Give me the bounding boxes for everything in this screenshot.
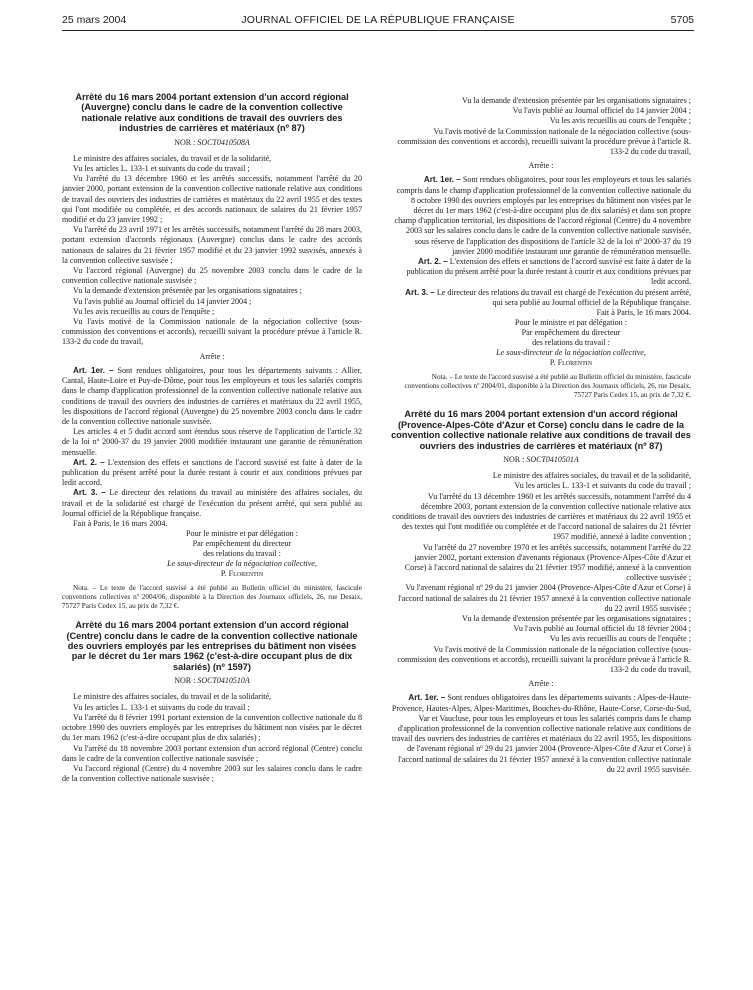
paragraph: Vu l'arrêté du 18 novembre 2003 portant extension d'un accord régional (Centre) conclu dans le cadre de la convention collective nationale susvisée ; xyxy=(62,743,362,763)
signature-line: Pour le ministre et par délégation : xyxy=(186,529,298,539)
nor-label: NOR : xyxy=(174,676,196,686)
article-text: L'extension des effets et sanctions de l'accord susvisé est faite à dater de la publication du présent arrêté pour la durée restant à courir et aux conditions prévues par ledit accord. xyxy=(62,457,362,488)
signature-line: des relations du travail : xyxy=(532,338,610,348)
paragraph: Le ministre des affaires sociales, du travail et de la solidarité, xyxy=(73,153,272,163)
article-label: Art. 1er. – xyxy=(73,365,114,375)
paragraph: Le ministre des affaires sociales, du travail et de la solidarité, xyxy=(492,471,691,481)
article-2 xyxy=(62,458,362,489)
nor-reference xyxy=(62,138,362,148)
signature-block xyxy=(122,529,362,579)
article-label: Art. 3. – xyxy=(405,287,435,297)
paragraph: Vu les articles L. 133-1 et suivants du code du travail ; xyxy=(73,164,250,174)
signature-line: Le sous-directeur de la négociation collective, xyxy=(167,559,317,569)
header-rule xyxy=(62,30,694,31)
arrete-heading: Arrête : xyxy=(199,351,225,361)
paragraph: Vu les avis recueillis au cours de l'enquête ; xyxy=(549,116,691,126)
header-date: 25 mars 2004 xyxy=(62,14,127,26)
paragraph: Vu les articles L. 133-1 et suivants du code du travail ; xyxy=(514,481,691,491)
paragraph: Vu l'avis motivé de la Commission nationale de la négociation collective (sous-commission des conventions et accords), recueilli suivant la procédure prévue à l'article R. 133-2 du code du travail, xyxy=(62,317,362,347)
nor-code: SOCT0410501A xyxy=(526,455,579,464)
article-3 xyxy=(62,488,362,519)
article-label: Art. 2. – xyxy=(73,457,105,467)
article-text: Sont rendues obligatoires, pour tous les employeurs et tous les salariés compris dans le champ d'application professionnel de la convention collective nationale du 8 octobre 1990 des ouvriers employés par les entreprises du bâtiment non visées par le décret du 1er mars 1962 (c'est-à-dire occupant plus de dix salariés) et dans son propre champ d'application territorial, les dispositions de l'accord régional (Centre) du 4 novembre 2003 sur les salaires conclu dans le cadre de la convention collective nationale susvisée, sous réserve de l'application des dispositions de l'article 32 de la loi nº 2000-37 du 19 janvier 2000 modifiée instaurant une garantie de rémunération mensuelle. xyxy=(394,175,691,256)
decree-title: Arrêté du 16 mars 2004 portant extension d'un accord régional (Provence-Alpes-Côte d'Azur et Corse) conclu dans le cadre de la convention collective nationale relative aux conditions de travail des ouvriers des industries de carrières et matériaux (nº 87) xyxy=(391,409,691,451)
paragraph: Vu les avis recueillis au cours de l'enquête ; xyxy=(73,306,215,316)
nor-code: SOCT0410510A xyxy=(197,676,250,686)
signature-block xyxy=(451,318,691,368)
paragraph: Vu les avis recueillis au cours de l'enquête ; xyxy=(549,634,691,644)
nor-reference xyxy=(391,455,691,465)
article-text: Le directeur des relations du travail est chargé de l'exécution du présent arrêté, qui sera publié au Journal officiel de la République française. xyxy=(436,287,691,307)
paragraph: Vu les articles L. 133-1 et suivants du code du travail ; xyxy=(73,702,250,712)
paragraph: Vu la demande d'extension présentée par les organisations signataires ; xyxy=(462,96,691,105)
signed-place-date: Fait à Paris, le 16 mars 2004. xyxy=(596,308,691,318)
article-3 xyxy=(391,288,691,308)
paragraph: Vu l'arrêté du 27 novembre 1970 et les arrêtés successifs, notamment l'arrêté du 22 janvier 2002, portant extension d'avenants régionaux (Provence-Alpes-Côte d'Azur et Corse) à l'accord national de salaires du 21 février 1957 modifié, annexé à la convention collective susvisée ; xyxy=(404,542,691,583)
nor-code: SOCT0410508A xyxy=(197,137,250,147)
decree-centre xyxy=(62,620,362,784)
left-column xyxy=(62,92,362,784)
signatory-name: P. Florentin xyxy=(220,569,264,579)
decree-centre-continued xyxy=(391,96,691,399)
article-text: Sont rendues obligatoires dans les départements suivants : Alpes-de-Haute-Provence, Hautes-Alpes, Alpes-Maritimes, Bouches-du-Rhône, Haute-Corse, Corse-du-Sud, Var et Vaucluse, pour tous les employeurs et tous les salariés compris dans le champ d'application professionnel de la convention collective nationale relative aux conditions de travail des ouvriers des industries de carrières et matériaux du 22 avril 1955, les dispositions de l'avenant régional nº 29 du 21 janvier 2004 (Provence-Alpes-Côte d'Azur et Corse) à l'accord national de salaires du 21 février 1957 annexé à la convention collective nationale du 22 avril 1955 susvisée. xyxy=(391,693,691,774)
paragraph: Vu l'avis publié au Journal officiel du 14 janvier 2004 ; xyxy=(73,296,252,306)
nor-label: NOR : xyxy=(503,455,525,464)
decree-title: Arrêté du 16 mars 2004 portant extension d'un accord régional (Centre) conclu dans le cadre de la convention collective nationale des ouvriers employés par les entreprises du bâtiment non visées par le décret du 1er mars 1962 (c'est-à-dire occupant plus de dix salariés) (nº 1597) xyxy=(66,620,358,672)
paragraph: Vu l'avis motivé de la Commission nationale de la négociation collective (sous-commission des conventions et accords), recueilli suivant la procédure prévue à l'article R. 133-2 du code du travail, xyxy=(397,126,691,157)
article-label: Art. 1er. – xyxy=(408,693,446,703)
article-label: Art. 3. – xyxy=(73,488,106,498)
decree-paca-corse xyxy=(391,409,691,775)
article-text: Sont rendues obligatoires, pour tous les départements suivants : Allier, Cantal, Haute-Loire et Puy-de-Dôme, pour tous les employeurs et tous les salariés compris dans le champ d'application professionnel de la convention collective nationale relative aux conditions de travail des ouvriers des industries de carrières et matériaux du 22 avril 1955, les dispositions de l'accord régional (Auvergne) du 25 novembre 2003 conclu dans le cadre de la convention collective nationale susvisée. xyxy=(62,365,362,426)
article-1 xyxy=(391,175,691,257)
paragraph: Vu l'accord régional (Centre) du 4 novembre 2003 sur les salaires conclu dans le cadre de la convention collective nationale susvisée ; xyxy=(62,763,362,784)
article-1 xyxy=(62,366,362,427)
signature-line: Par empêchement du directeur xyxy=(192,539,292,549)
paragraph: Vu l'arrêté du 8 février 1991 portant extension de la convention collective nationale du 8 octobre 1990 des ouvriers employés par les entreprises du bâtiment non visées par le décret du 1er mars 1962 (c'est-à-dire occupant plus de dix salariés) ; xyxy=(62,712,362,743)
paragraph: Vu la demande d'extension présentée par les organisations signataires ; xyxy=(462,614,691,624)
signature-line: Le sous-directeur de la négociation collective, xyxy=(496,348,646,358)
paragraph: Vu l'arrêté du 13 décembre 1960 et les arrêtés successifs, notamment l'arrêté du 20 janvier 2000, portant extension de la convention collective nationale relative aux conditions de travail des ouvriers des industries de carrières et matériaux du 22 avril 1955 et des textes qui l'ont modifiée ou complétée, et des accords nationaux de salaires du 21 février 1957 modifié et du 23 janvier 1992 ; xyxy=(62,174,362,225)
signature-line: Par empêchement du directeur xyxy=(521,328,621,338)
article-1 xyxy=(391,693,691,775)
paragraph: Vu l'arrêté du 23 avril 1971 et les arrêtés successifs, notamment l'arrêté du 28 mars 2003, portant extension d'accords régionaux (Auvergne) conclus dans le cadre des accords nationaux de salaires du 21 février 1957 modifié et du 23 janvier 1992 susvisés, annexés à la convention collective susvisée ; xyxy=(62,225,362,265)
article-label: Art. 2. – xyxy=(418,257,448,267)
paragraph: Vu la demande d'extension présentée par les organisations signataires ; xyxy=(73,286,302,296)
journal-title: JOURNAL OFFICIEL DE LA RÉPUBLIQUE FRANÇAISE xyxy=(241,14,515,26)
nor-reference xyxy=(62,676,362,686)
paragraph: Le ministre des affaires sociales, du travail et de la solidarité, xyxy=(73,692,272,702)
paragraph: Vu l'avis motivé de la Commission nationale de la négociation collective (sous-commission des conventions et accords), recueilli suivant la procédure prévue à l'article R. 133-2 du code du travail, xyxy=(397,644,691,675)
decree-title: Arrêté du 16 mars 2004 portant extension d'un accord régional (Auvergne) conclu dans le cadre de la convention collective nationale relative aux conditions de travail des ouvriers des industries de carrières et matériaux (nº 87) xyxy=(75,92,349,134)
nota: Nota. – Le texte de l'accord susvisé a été publié au Bulletin officiel du ministère, fascicule conventions collectives nº 2004/01, disponible à la Direction des Journaux officiels, 26, rue Desaix, 75727 Paris Cedex 15, au prix de 7,32 €. xyxy=(404,373,691,399)
signature-line: des relations du travail : xyxy=(203,549,281,559)
page-number: 5705 xyxy=(670,14,694,26)
signature-line: Pour le ministre et par délégation : xyxy=(515,318,627,328)
article-label: Art. 1er. – xyxy=(423,175,461,185)
signed-place-date: Fait à Paris, le 16 mars 2004. xyxy=(73,518,168,528)
paragraph: Vu l'arrêté du 13 décembre 1960 et les arrêtés successifs, notamment l'arrêté du 4 décembre 2003, portant extension de la convention collective nationale relative aux conditions de travail des ouvriers des industries de carrières et matériaux du 22 avril 1955 et des textes qui l'ont modifiée ou complétée et de l'accord national de salaires du 21 février 1957 modifié, annexé à ladite convention ; xyxy=(392,491,691,542)
arrete-heading: Arrête : xyxy=(528,161,554,171)
paragraph: Vu l'avis publié au Journal officiel du 18 février 2004 ; xyxy=(513,624,691,634)
nota: Nota. – Le texte de l'accord susvisé a été publié au Bulletin officiel du ministère, fascicule conventions collectives nº 2004/06, disponible à la Direction des Journaux officiels, 26, rue Desaix, 75727 Paris Cedex 15, au prix de 7,32 €. xyxy=(62,584,362,610)
paragraph: Vu l'avenant régional nº 29 du 21 janvier 2004 (Provence-Alpes-Côte d'Azur et Corse) à l'accord national de salaires du 21 février 1957 annexé à la convention collective nationale du 22 avril 1955 susvisée ; xyxy=(398,583,691,613)
paragraph: Vu l'avis publié au Journal officiel du 14 janvier 2004 ; xyxy=(512,106,691,116)
signatory-name: P. Florentin xyxy=(549,358,593,368)
article-2 xyxy=(391,257,691,288)
decree-auvergne xyxy=(62,92,362,610)
article-1-cont: Les articles 4 et 5 dudit accord sont étendus sous réserve de l'application de l'article 32 de la loi nº 2000-37 du 19 janvier 2000 modifiée instaurant une garantie de rémunération mensuelle. xyxy=(62,427,362,457)
right-column xyxy=(391,96,691,775)
article-text: L'extension des effets et sanctions de l'accord susvisé est faite à dater de la publication du présent arrêté pour la durée restant à courir et aux conditions prévues par ledit accord. xyxy=(406,257,691,287)
page-header xyxy=(62,14,694,30)
arrete-heading: Arrête : xyxy=(528,679,554,689)
nor-label: NOR : xyxy=(174,137,196,147)
article-text: Le directeur des relations du travail au ministère des affaires sociales, du travail et de la solidarité est chargé de l'exécution du présent arrêté, qui sera publié au Journal officiel de la République française. xyxy=(62,488,362,518)
paragraph: Vu l'accord régional (Auvergne) du 25 novembre 2003 conclu dans le cadre de la convention collective nationale susvisée ; xyxy=(62,266,362,286)
